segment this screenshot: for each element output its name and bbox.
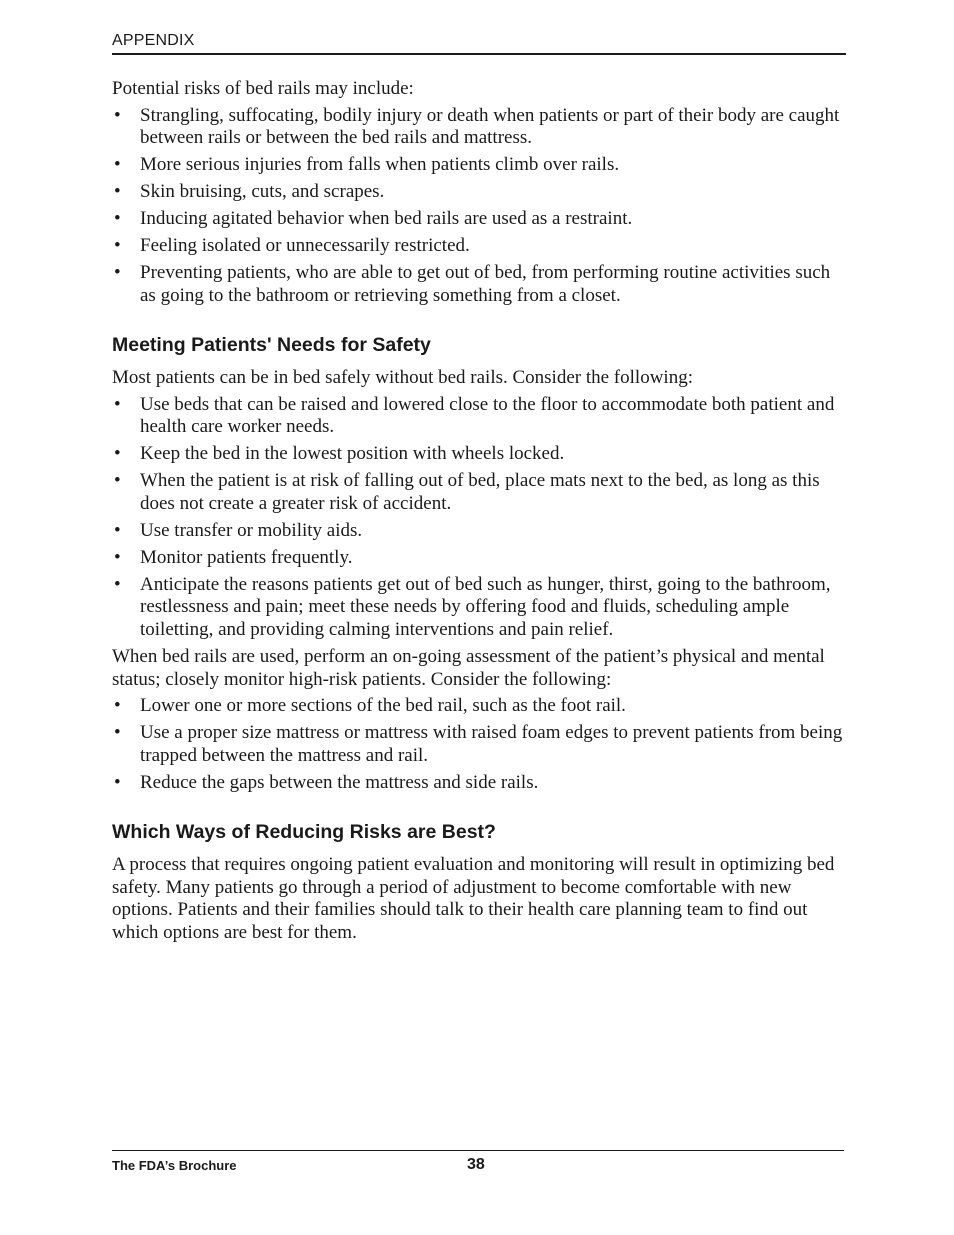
list-item: • Feeling isolated or unnecessarily restricted. <box>114 235 470 256</box>
bullet: • <box>114 573 121 595</box>
list-item: • Lower one or more sections of the bed rail, such as the foot rail. <box>114 695 626 716</box>
bullet: • <box>114 262 121 283</box>
safety-intro: Most patients can be in bed safely without bed rails. Consider the following: <box>112 367 693 388</box>
list-item: • Skin bruising, cuts, and scrapes. <box>114 181 385 202</box>
bullet: • <box>114 519 121 541</box>
header-label: APPENDIX <box>112 32 195 49</box>
bullet: • <box>114 771 121 793</box>
list-item: • Reduce the gaps between the mattress and side rails. <box>114 771 539 793</box>
bullet: • <box>114 443 121 464</box>
list-item: • Keep the bed in the lowest position with wheels locked. <box>114 443 565 464</box>
bullet: • <box>114 695 121 716</box>
page-header <box>112 32 846 55</box>
list-item: • More serious injuries from falls when patients climb over rails. <box>114 154 620 175</box>
bullet: • <box>114 546 121 568</box>
risks-intro: Potential risks of bed rails may include: <box>112 78 414 99</box>
list-item: • Use a proper size mattress or mattress with raised foam edges to prevent patients from being trapped between the mattress and rail. <box>114 722 843 766</box>
best-heading: Which Ways of Reducing Risks are Best? <box>112 821 496 843</box>
bullet: • <box>114 208 121 229</box>
bullet: • <box>114 104 121 126</box>
list-item: • Preventing patients, who are able to get out of bed, from performing routine activities such as going to the bathroom or retrieving something from a closet. <box>114 262 831 306</box>
safety-heading: Meeting Patients' Needs for Safety <box>112 334 431 356</box>
bullet: • <box>114 470 121 491</box>
list-item: • When the patient is at risk of falling out of bed, place mats next to the bed, as long as this does not create a greater risk of accident. <box>114 470 820 514</box>
risks-list <box>112 105 846 308</box>
page-number: 38 <box>467 1156 485 1173</box>
best-body: A process that requires ongoing patient evaluation and monitoring will result in optimizing bed safety. Many patients go through a period of adjustment to become comfortable with new options. Patients and their families should talk to their health care planning team to find out which options are best for them. <box>112 854 835 943</box>
list-item: • Strangling, suffocating, bodily injury or death when patients or part of their body are caught between rails or between the bed rails and mattress. <box>114 104 840 148</box>
list-item: • Use transfer or mobility aids. <box>114 519 363 541</box>
rails-list <box>112 695 846 794</box>
list-item: • Anticipate the reasons patients get out of bed such as hunger, thirst, going to the bathroom, restlessness and pain; meet these needs by offering food and fluids, scheduling ample toiletting, and providing calming interventions and pain relief. <box>114 573 831 640</box>
rails-intro: When bed rails are used, perform an on-going assessment of the patient’s physical and mental status; closely monitor high-risk patients. Consider the following: <box>112 646 825 690</box>
list-item: • Use beds that can be raised and lowered close to the floor to accommodate both patient and health care worker needs. <box>114 393 835 437</box>
bullet: • <box>114 393 121 415</box>
page-footer <box>112 1150 844 1173</box>
bullet: • <box>114 154 121 175</box>
list-item: • Monitor patients frequently. <box>114 546 353 568</box>
bullet: • <box>114 722 121 743</box>
footer-title: The FDA’s Brochure <box>112 1158 237 1173</box>
list-item: • Inducing agitated behavior when bed rails are used as a restraint. <box>114 208 633 229</box>
safety-list <box>112 394 846 642</box>
bullet: • <box>114 235 121 256</box>
bullet: • <box>114 181 121 202</box>
page-content <box>112 78 846 944</box>
